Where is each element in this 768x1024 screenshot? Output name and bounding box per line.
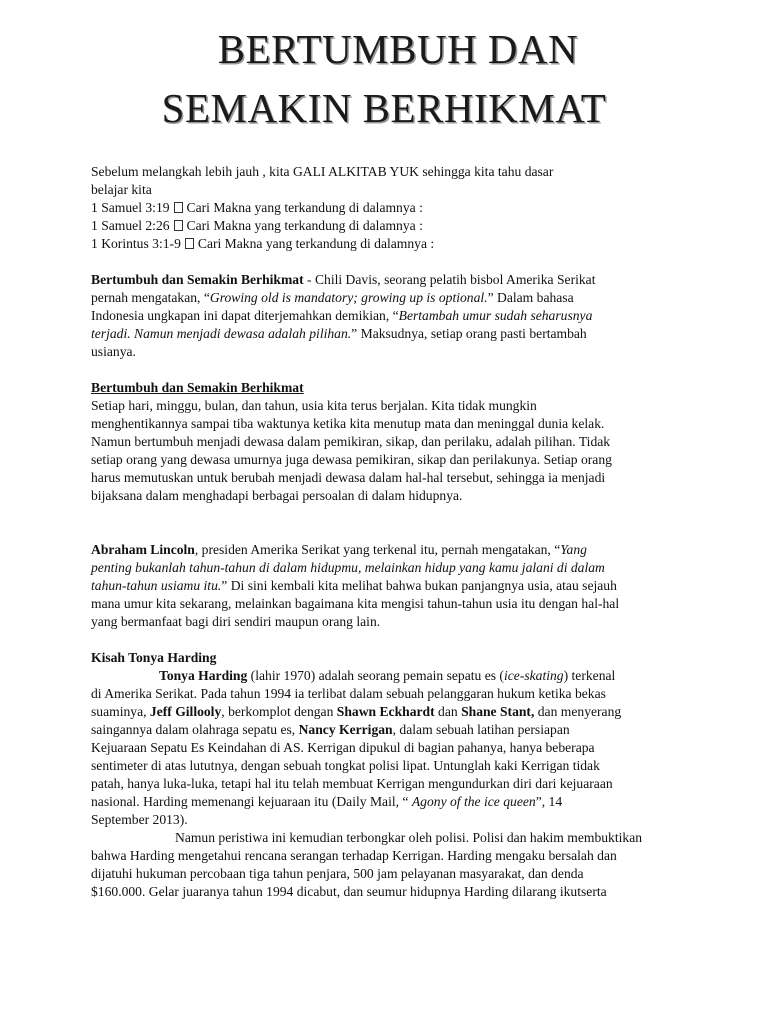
text-run: , berkomplot dengan <box>221 704 337 719</box>
lincoln-line <box>91 577 687 595</box>
story-line <box>91 793 687 811</box>
section-2-line: Setiap hari, minggu, bulan, dan tahun, usia kita terus berjalan. Kita tidak mungkin <box>91 398 537 413</box>
text-run: ” Maksudnya, setiap orang pasti bertambah <box>351 326 587 341</box>
quote-run: penting bukanlah tahun-tahun di dalam hidupmu, melainkan hidup yang kamu jalani di dalam <box>91 560 605 575</box>
intro-line-2: belajar kita <box>91 182 152 197</box>
paragraph-1-line <box>91 307 687 325</box>
story-line: $160.000. Gelar juaranya tahun 1994 dicabut, dan seumur hidupnya Harding dilarang ikutserta <box>91 884 607 899</box>
ref-verse: 1 Korintus 3:1-9 <box>91 236 181 251</box>
story-line: bahwa Harding mengetahui rencana serangan terhadap Kerrigan. Harding mengaku bersalah dan <box>91 848 617 863</box>
checkbox-glyph-icon <box>174 220 183 231</box>
quote-run: Bertambah umur sudah seharusnya <box>398 308 593 323</box>
ref-text: Cari Makna yang terkandung di dalamnya : <box>186 218 423 233</box>
story-line: di Amerika Serikat. Pada tahun 1994 ia terlibat dalam sebuah pelanggaran hukum ketika bekas <box>91 686 606 701</box>
text-run: ” Di sini kembali kita melihat bahwa bukan panjangnya usia, atau sejauh <box>221 578 617 593</box>
section-2-line: setiap orang yang dewasa umurnya juga dewasa pemikiran, sikap dan perilakunya. Setiap orang <box>91 452 612 467</box>
story-line: September 2013). <box>91 812 188 827</box>
text-run: saingannya dalam olahraga sepatu es, <box>91 722 299 737</box>
lincoln-line: yang bermanfaat bagi diri sendiri maupun orang lain. <box>91 614 381 629</box>
lincoln-line: mana umur kita sekarang, melainkan bagaimana kita mengisi tahun-tahun usia itu dengan hal-hal <box>91 596 620 611</box>
paragraph-1-line <box>91 325 687 343</box>
checkbox-glyph-icon <box>174 202 183 213</box>
ref-line <box>91 235 687 253</box>
quote-run: terjadi. Namun menjadi dewasa adalah pilihan. <box>91 326 352 341</box>
ref-verse: 1 Samuel 3:19 <box>91 200 170 215</box>
quote-run: Yang <box>560 542 587 557</box>
text-run: (lahir 1970) adalah seorang pemain sepatu es ( <box>247 668 504 683</box>
text-run: suaminya, <box>91 704 150 719</box>
name-stant: Shane Stant, <box>461 704 535 719</box>
paragraph-1-line <box>91 289 687 307</box>
intro-line-1: Sebelum melangkah lebih jauh , kita GALI ALKITAB YUK sehingga kita tahu dasar <box>91 164 554 179</box>
paragraph-1-line <box>91 271 687 289</box>
text-run: ”, 14 <box>535 794 563 809</box>
title-line-2: SEMAKIN BERHIKMAT <box>161 85 607 131</box>
paragraph-1-bold-lead: Bertumbuh dan Semakin Berhikmat <box>91 272 304 287</box>
story-heading-text: Kisah Tonya Harding <box>91 650 217 665</box>
checkbox-glyph-icon <box>185 238 194 249</box>
paragraph-1-line: usianya. <box>91 344 136 359</box>
ref-text: Cari Makna yang terkandung di dalamnya : <box>186 200 423 215</box>
text-run: pernah mengatakan, “ <box>91 290 210 305</box>
text-run: - Chili Davis, seorang pelatih bisbol Amerika Serikat <box>303 272 596 287</box>
section-2-line: harus memutuskan untuk berubah menjadi dewasa dalam hal-hal tersebut, sehingga ia menjadi <box>91 470 606 485</box>
story-line <box>91 829 687 847</box>
title-line-1: BERTUMBUH DAN <box>217 26 579 72</box>
story-line: patah, hanya luka-luka, tetapi hal itu telah membuat Kerrigan mengundurkan diri dari kejuaraan <box>91 776 613 791</box>
text-run: dan menyerang <box>534 704 622 719</box>
section-heading <box>91 379 687 397</box>
quote-run: tahun-tahun usiamu itu. <box>91 578 222 593</box>
italic-run: ice-skating <box>503 668 564 683</box>
text-run: dan <box>434 704 462 719</box>
text-run: , presiden Amerika Serikat yang terkenal itu, pernah mengatakan, “ <box>194 542 561 557</box>
text-run: Namun peristiwa ini kemudian terbongkar oleh polisi. Polisi dan hakim membuktikan <box>175 830 643 845</box>
name-gillooly: Jeff Gillooly <box>149 704 222 719</box>
section-2-line: bijaksana dalam menghadapi berbagai persoalan di dalam hidupnya. <box>91 488 463 503</box>
text-run: nasional. Harding memenangi kejuaraan itu (Daily Mail, “ <box>91 794 412 809</box>
story-line: dijatuhi hukuman percobaan tiga tahun penjara, 500 jam pelayanan masyarakat, dan denda <box>91 866 584 881</box>
tonya-name: Tonya Harding <box>159 668 248 683</box>
lincoln-line <box>91 541 687 559</box>
name-kerrigan: Nancy Kerrigan <box>298 722 393 737</box>
lincoln-name: Abraham Lincoln <box>91 542 195 557</box>
quote-run: Growing old is mandatory; growing up is optional. <box>209 290 488 305</box>
story-line <box>91 721 687 739</box>
document-body <box>91 163 687 901</box>
story-line: Kejuaraan Sepatu Es Keindahan di AS. Kerrigan dipukul di bagian pahanya, hanya beberapa <box>91 740 595 755</box>
story-heading <box>91 649 687 667</box>
story-line <box>91 667 687 685</box>
text-run: ” Dalam bahasa <box>487 290 574 305</box>
section-2-line: menghentikannya sampai tiba waktunya ketika kita menutup mata dan meninggal dunia kelak. <box>91 416 605 431</box>
story-line <box>91 703 687 721</box>
ref-verse: 1 Samuel 2:26 <box>91 218 170 233</box>
lincoln-line <box>91 559 687 577</box>
ref-text: Cari Makna yang terkandung di dalamnya : <box>197 236 435 251</box>
section-heading-text: Bertumbuh dan Semakin Berhikmat <box>91 380 304 395</box>
ref-line <box>91 199 687 217</box>
name-eckhardt: Shawn Eckhardt <box>336 704 435 719</box>
italic-run: Agony of the ice queen <box>411 794 536 809</box>
ref-line <box>91 217 687 235</box>
story-line: sentimeter di atas lututnya, dengan sebuah tongkat polisi lipat. Untunglah kaki Kerrigan tidak <box>91 758 600 773</box>
section-2-line: Namun bertumbuh menjadi dewasa dalam pemikiran, sikap, dan perilaku, adalah pilihan. Tidak <box>91 434 611 449</box>
text-run: Indonesia ungkapan ini dapat diterjemahkan demikian, “ <box>91 308 399 323</box>
text-run: ) terkenal <box>563 668 616 683</box>
text-run: , dalam sebuah latihan persiapan <box>392 722 570 737</box>
